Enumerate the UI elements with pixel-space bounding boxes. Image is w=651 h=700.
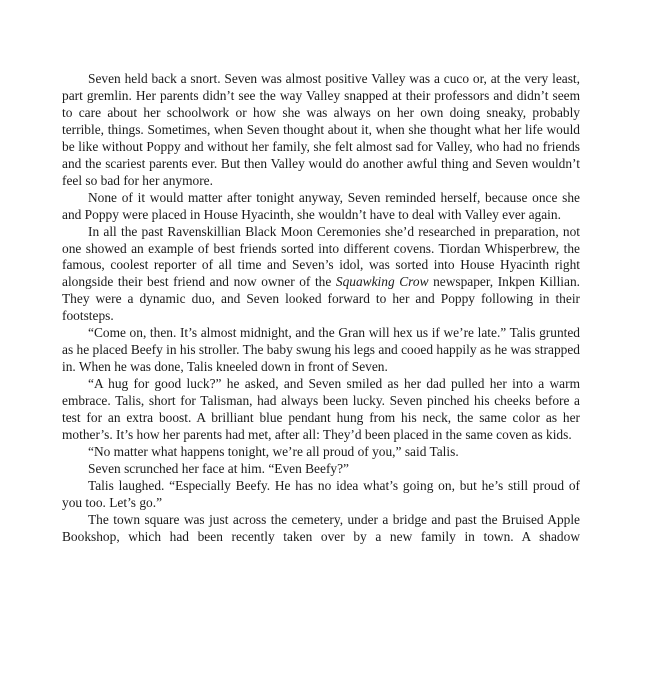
book-page (62, 71, 580, 546)
paragraph-4: “Come on, then. It’s almost midnight, and the Gran will hex us if we’re late.” Talis grunted as he placed Beefy in his stroller. The baby swung his legs and cooed happily as he was strapped in. When he was done, Talis kneeled down in front of Seven. (62, 325, 580, 375)
paragraph-7: Seven scrunched her face at him. “Even Beefy?” (88, 460, 349, 476)
newspaper-title: Squawking Crow (335, 274, 429, 290)
paragraph-3-text-before: In all the past Ravenskillian Black Moon Ceremonies she’d researched in preparation, not one showed an example of best friends sorted into different covens. Tiordan Whisperbrew, the famous, coolest reporter of all time and Seven’s idol, was sorted into House Hyacinth right alongside their best friend and now owner of the (62, 223, 580, 290)
paragraph-6: “No matter what happens tonight, we’re all proud of you,” said Talis. (88, 443, 459, 459)
paragraph-5: “A hug for good luck?” he asked, and Seven smiled as her dad pulled her into a warm embrace. Talis, short for Talisman, had always been lucky. Seven pinched his cheeks before a test for an extra boost. A brilliant blue pendant hung from his neck, the same color as her mother’s. It’s how her parents had met, after all: They’d been placed in the same coven as kids. (62, 376, 580, 443)
paragraph-9: The town square was just across the cemetery, under a bridge and past the Bruised Apple Bookshop, which had been recently taken over by a new family in town. A shadow (62, 511, 580, 544)
paragraph-3-text-after: newspaper, Inkpen Killian. They were a dynamic duo, and Seven looked forward to her and Poppy following in their footsteps. (62, 274, 580, 324)
paragraph-8: Talis laughed. “Especially Beefy. He has no idea what’s going on, but he’s still proud of you too. Let’s go.” (62, 477, 580, 510)
paragraph-3 (62, 224, 580, 326)
paragraph-1: Seven held back a snort. Seven was almost positive Valley was a cuco or, at the very least, part gremlin. Her parents didn’t see the way Valley snapped at their professors and didn’t seem to care about her schoolwork or how she was always on her own doing sneaky, probably terrible, things. Sometimes, when Seven thought about it, when she thought what her life would be like without Poppy and without her family, she felt almost sad for Valley, who had no friends and the scariest parents ever. But then Valley would do another awful thing and Seven wouldn’t feel so bad for her anymore. (62, 71, 580, 188)
paragraph-2: None of it would matter after tonight anyway, Seven reminded herself, because once she and Poppy were placed in House Hyacinth, she wouldn’t have to deal with Valley ever again. (62, 189, 580, 222)
